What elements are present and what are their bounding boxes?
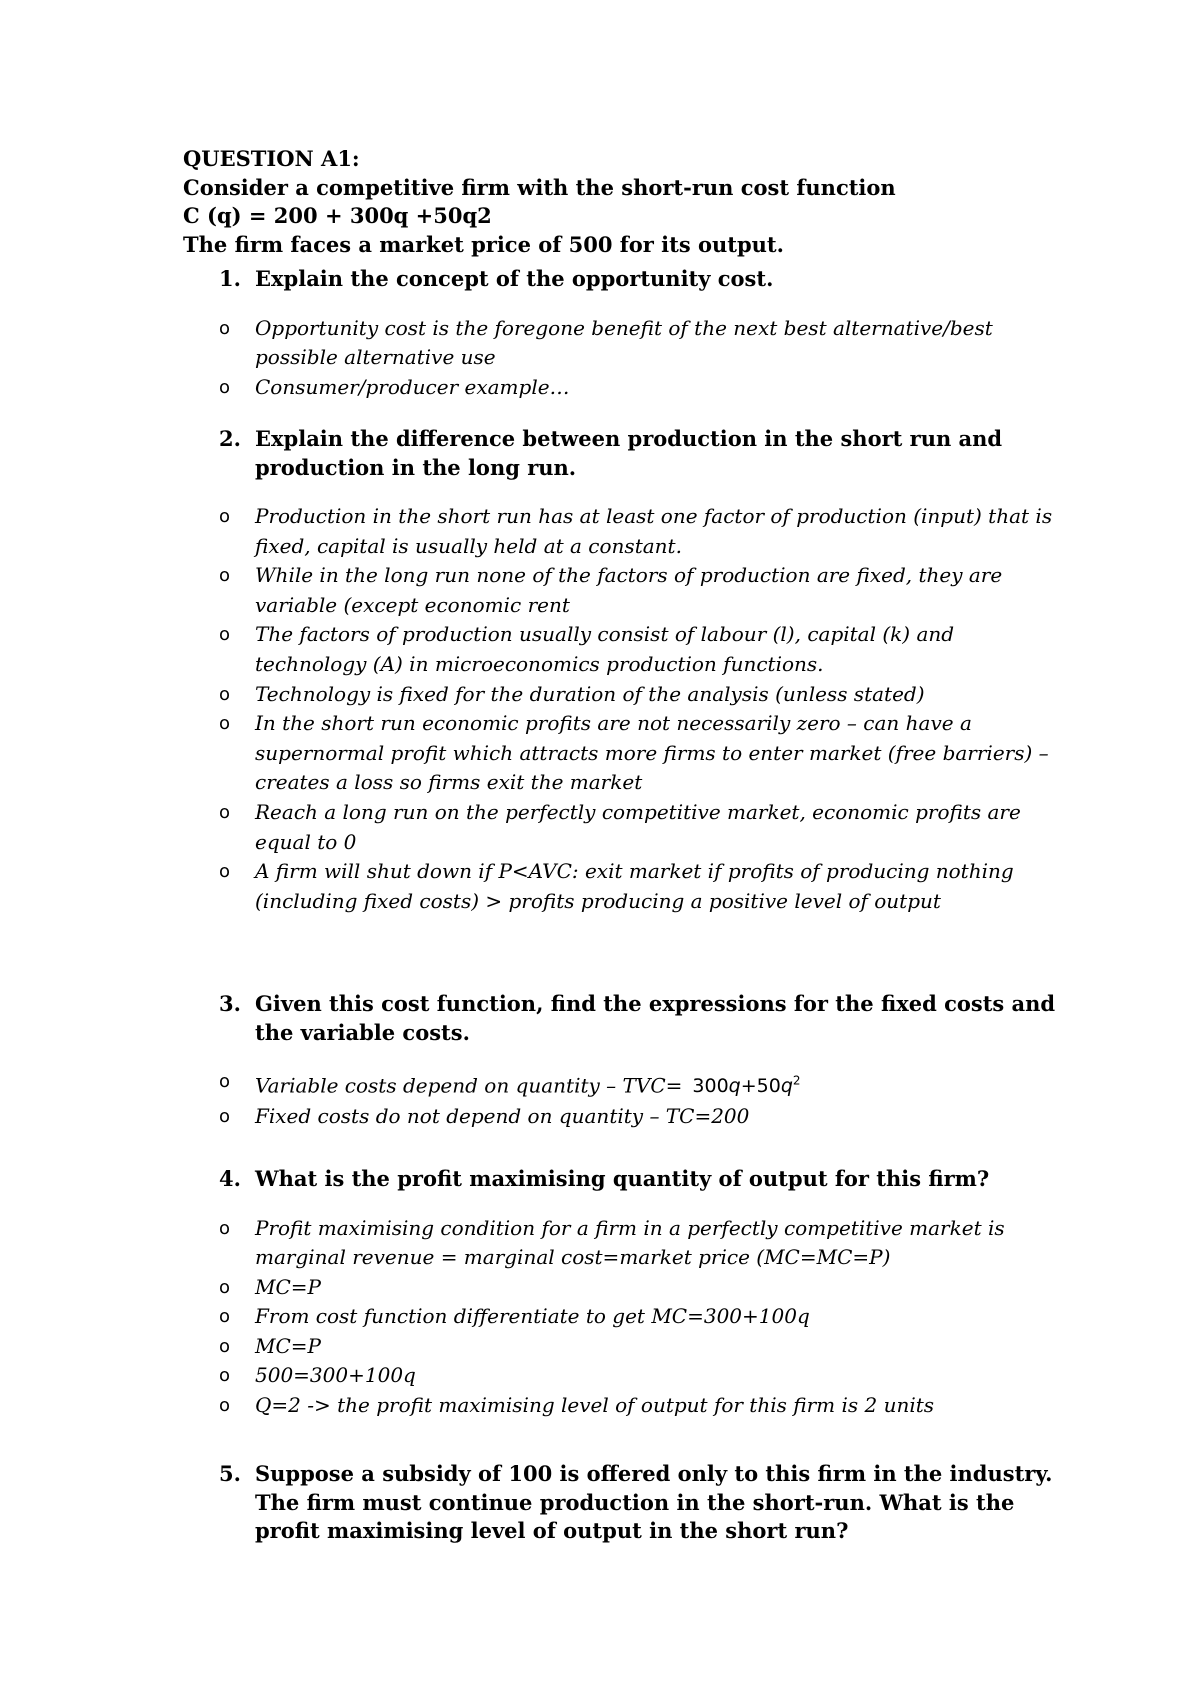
question-4-prompt bbox=[183, 1165, 1063, 1194]
question-title: QUESTION A1: bbox=[183, 146, 360, 171]
question-number: 2. bbox=[219, 426, 241, 451]
question-2 bbox=[183, 425, 1063, 916]
bullet-icon: o bbox=[219, 1105, 231, 1127]
question-text: Explain the concept of the opportunity cost. bbox=[255, 266, 774, 291]
bullet-icon: o bbox=[219, 1306, 231, 1328]
question-4 bbox=[183, 1165, 1063, 1421]
question-5-prompt bbox=[183, 1460, 1063, 1546]
bullet-icon: o bbox=[219, 1217, 231, 1239]
bullet-icon: o bbox=[219, 801, 231, 823]
bullet-icon: o bbox=[219, 376, 231, 398]
answer-item: o The factors of production usually consist of labour (l), capital (k) and technology (A) in microeconomics production functions. bbox=[219, 622, 955, 676]
question-header bbox=[183, 145, 1083, 259]
answer-list bbox=[183, 314, 1063, 403]
question-5 bbox=[183, 1460, 1063, 1546]
question-intro-line: Consider a competitive firm with the short-run cost function bbox=[183, 174, 896, 200]
question-2-prompt bbox=[183, 425, 1063, 482]
bullet-icon: o bbox=[219, 683, 231, 705]
answer-item: o Opportunity cost is the foregone benefit of the next best alternative/best possible alternative use bbox=[219, 315, 993, 370]
bullet-icon: o bbox=[219, 1395, 231, 1417]
question-text: Suppose a subsidy of 100 is offered only to this firm in the industry. The firm must continue production in the short-run. What is the profit maximising level of output in the short run? bbox=[255, 1461, 1053, 1543]
question-3-prompt bbox=[183, 990, 1063, 1047]
answer-item: o Profit maximising condition for a firm in a perfectly competitive market is marginal revenue = marginal cost=market price (MC=MC=P) bbox=[219, 1215, 1005, 1270]
question-text: Explain the difference between production in the short run and production in the long run. bbox=[255, 426, 1003, 480]
answer-item: o Production in the short run has at least one factor of production (input) that is fixed, capital is usually held at a constant. bbox=[219, 504, 1053, 558]
bullet-icon: o bbox=[219, 861, 231, 883]
answer-list bbox=[183, 1067, 1063, 1132]
answer-item: o In the short run economic profits are not necessarily zero – can have a supernormal profit which attracts more firms to enter market (free barriers) – creates a loss so firms exit the market bbox=[219, 711, 1049, 795]
bullet-icon: o bbox=[219, 713, 231, 735]
answer-item: o Consumer/producer example… bbox=[183, 373, 1063, 403]
bullet-icon: o bbox=[219, 1071, 231, 1092]
market-price-line: The firm faces a market price of 500 for its output. bbox=[183, 231, 784, 257]
answer-item: o Q=2 -> the profit maximising level of output for this firm is 2 units bbox=[183, 1391, 1063, 1421]
variable-cost-formula: $300q+50q^2$ bbox=[692, 1074, 801, 1098]
answer-item: o A firm will shut down if P<AVC: exit market if profits of producing nothing (including fixed costs) > profits producing a positive level of output bbox=[219, 859, 1014, 913]
question-text: Given this cost function, find the expressions for the fixed costs and the variable costs. bbox=[255, 991, 1056, 1045]
bullet-icon: o bbox=[219, 317, 231, 339]
answer-list bbox=[183, 502, 1063, 916]
answer-item: o From cost function differentiate to get MC=300+100q bbox=[183, 1302, 1063, 1332]
answer-item: o 500=300+100q bbox=[183, 1361, 1063, 1391]
question-number: 3. bbox=[219, 991, 241, 1016]
bullet-icon: o bbox=[219, 624, 231, 646]
answer-list bbox=[183, 1214, 1063, 1421]
question-number: 4. bbox=[219, 1166, 241, 1191]
bullet-icon: o bbox=[219, 1335, 231, 1357]
bullet-icon: o bbox=[219, 565, 231, 587]
answer-item: o Variable costs depend on quantity – $TVC= 300q+50q^2$ bbox=[183, 1067, 1063, 1102]
cost-function-line: C (q) = 200 + 300q +50q2 bbox=[183, 203, 492, 228]
answer-item: o Reach a long run on the perfectly competitive market, economic profits are equal to 0 bbox=[219, 799, 1021, 854]
answer-item: o While in the long run none of the factors of production are fixed, they are variable (except economic rent bbox=[219, 563, 1003, 617]
bullet-icon: o bbox=[219, 506, 231, 527]
bullet-icon: o bbox=[219, 1365, 231, 1387]
bullet-icon: o bbox=[219, 1276, 231, 1298]
question-text: What is the profit maximising quantity of output for this firm? bbox=[255, 1166, 990, 1191]
question-1-prompt bbox=[183, 265, 1063, 294]
answer-item: o MC=P bbox=[183, 1273, 1063, 1303]
answer-item: o MC=P bbox=[183, 1332, 1063, 1362]
question-number: 1. bbox=[219, 266, 241, 291]
question-3 bbox=[183, 990, 1063, 1132]
question-number: 5. bbox=[219, 1461, 241, 1486]
answer-item: o Fixed costs do not depend on quantity – TC=200 bbox=[183, 1102, 1063, 1132]
question-1 bbox=[183, 265, 1063, 402]
answer-item: o Technology is fixed for the duration of the analysis (unless stated) bbox=[183, 680, 1063, 710]
